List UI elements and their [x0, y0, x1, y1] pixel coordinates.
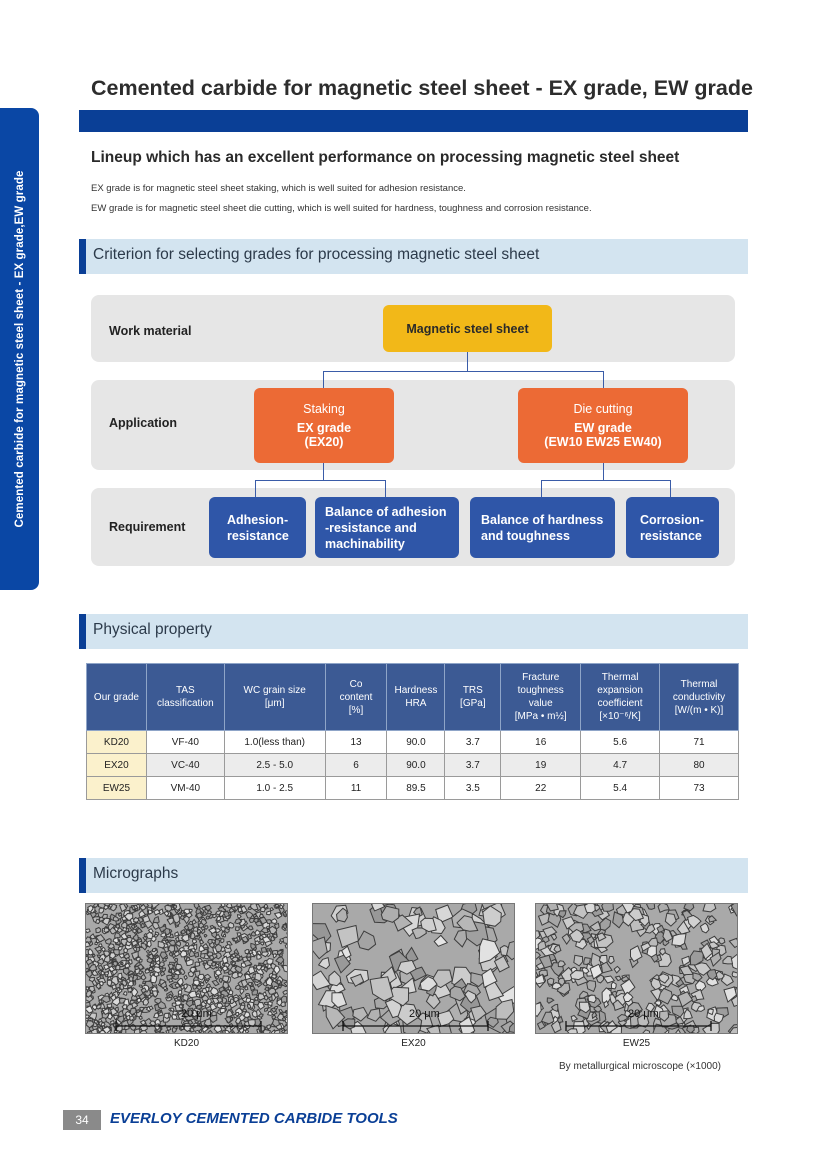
table-cell: VF-40: [146, 731, 224, 754]
side-tab: [0, 108, 39, 590]
connector: [255, 480, 256, 498]
row-label-application: Application: [109, 416, 178, 430]
table-cell: 19: [501, 754, 581, 777]
connector: [467, 352, 468, 372]
die-cutting-title: Die cutting: [573, 402, 633, 416]
page-title: Cemented carbide for magnetic steel sheet - EX grade, EW grade: [91, 76, 753, 100]
header-our-grade: Our grade: [87, 664, 147, 731]
die-cutting-box: [518, 388, 688, 463]
connector: [541, 480, 542, 498]
micrograph-kd20: [85, 903, 288, 1034]
table-cell: VM-40: [146, 777, 224, 800]
table-row: [87, 731, 739, 754]
micrograph-note: By metallurgical microscope (×1000): [559, 1061, 722, 1072]
description-ew: EW grade is for magnetic steel sheet die cutting, which is well suited for hardness, toughness and corrosion resistance.: [91, 203, 592, 214]
requirement-line: -resistance and: [325, 520, 417, 535]
description-ex: EX grade is for magnetic steel sheet staking, which is well suited for adhesion resistance.: [91, 183, 466, 194]
staking-codes: (EX20): [304, 435, 344, 449]
scale-label: 20 μm: [181, 1008, 212, 1020]
table-cell: EX20: [87, 754, 147, 777]
section-criterion: [79, 239, 748, 274]
section-criterion-title: Criterion for selecting grades for processing magnetic steel sheet: [93, 246, 540, 263]
table-cell: 13: [325, 731, 387, 754]
micrograph-caption: EW25: [622, 1038, 651, 1049]
requirement-line: Balance of adhesion: [325, 504, 447, 519]
staking-title: Staking: [303, 402, 345, 416]
micrograph-caption: KD20: [173, 1038, 199, 1049]
row-label-requirement: Requirement: [109, 520, 186, 534]
table-cell: 4.7: [581, 754, 660, 777]
table-cell: 6: [325, 754, 387, 777]
connector: [255, 480, 386, 481]
header-tas: TAS classification: [146, 664, 224, 731]
table-cell: 71: [660, 731, 739, 754]
table-row: [87, 754, 739, 777]
requirement-adhesion: [209, 497, 306, 558]
staking-box: [254, 388, 394, 463]
requirement-line: resistance: [640, 528, 702, 543]
table-header-row: [87, 664, 739, 731]
table-cell: 90.0: [387, 754, 445, 777]
staking-grade: EX grade: [296, 421, 352, 435]
footer-brand: EVERLOY CEMENTED CARBIDE TOOLS: [110, 1110, 398, 1127]
requirement-hardness-toughness: [470, 497, 615, 558]
table-cell: 16: [501, 731, 581, 754]
work-material-label: Magnetic steel sheet: [406, 321, 529, 336]
connector: [603, 463, 604, 481]
section-micrographs: [79, 858, 748, 893]
table-cell: 22: [501, 777, 581, 800]
requirement-adhesion-machinability: [315, 497, 459, 558]
page-number: 34: [63, 1110, 101, 1130]
header-co-content: Co content [%]: [325, 664, 387, 731]
connector: [323, 463, 324, 481]
micrograph-ew25: [535, 903, 738, 1034]
section-physical-title: Physical property: [93, 621, 212, 638]
section-micrographs-title: Micrographs: [93, 865, 179, 882]
header-wc-grain: WC grain size [μm]: [224, 664, 325, 731]
requirement-line: Adhesion-: [227, 512, 289, 527]
die-cutting-codes: (EW10 EW25 EW40): [544, 435, 662, 449]
connector: [603, 371, 604, 388]
table-cell: VC-40: [146, 754, 224, 777]
table-cell: 89.5: [387, 777, 445, 800]
table-cell: 3.7: [445, 731, 501, 754]
row-label-work: Work material: [109, 324, 192, 338]
section-physical: [79, 614, 748, 649]
die-cutting-grade: EW grade: [574, 421, 632, 435]
table-row: [87, 777, 739, 800]
table-cell: 3.7: [445, 754, 501, 777]
table-cell: 1.0(less than): [224, 731, 325, 754]
table-cell: 73: [660, 777, 739, 800]
table-cell: 1.0 - 2.5: [224, 777, 325, 800]
scale-label: 20 μm: [409, 1008, 440, 1020]
requirement-corrosion: [626, 497, 719, 558]
requirement-line: and toughness: [481, 528, 570, 543]
header-thermal-conductivity: Thermal conductivity [W/(m • K)]: [660, 664, 739, 731]
connector: [541, 480, 671, 481]
table-cell: EW25: [87, 777, 147, 800]
table-cell: 90.0: [387, 731, 445, 754]
side-tab-label: Cemented carbide for magnetic steel sheet - EX grade,EW grade: [14, 170, 26, 528]
table-cell: 5.4: [581, 777, 660, 800]
header-thermal-expansion: Thermal expansion coefficient [×10⁻⁶/K]: [581, 664, 660, 731]
table-cell: 11: [325, 777, 387, 800]
requirement-line: Balance of hardness: [481, 512, 604, 527]
connector: [323, 371, 604, 372]
micrograph-caption: EX20: [401, 1038, 426, 1049]
connector: [670, 480, 671, 498]
physical-property-table: [86, 663, 739, 800]
header-fracture-toughness: Fracture toughness value [MPa • m½]: [501, 664, 581, 731]
requirement-line: Corrosion-: [640, 512, 704, 527]
scale-label: 20 μm: [628, 1008, 659, 1020]
title-bar: [79, 110, 748, 132]
connector: [385, 480, 386, 498]
subtitle: Lineup which has an excellent performance on processing magnetic steel sheet: [91, 149, 680, 166]
work-material-box: [383, 305, 552, 352]
micrograph-ex20: [312, 903, 515, 1034]
table-cell: 80: [660, 754, 739, 777]
table-cell: 2.5 - 5.0: [224, 754, 325, 777]
connector: [323, 371, 324, 388]
table-cell: 3.5: [445, 777, 501, 800]
requirement-line: machinability: [325, 536, 405, 551]
table-cell: KD20: [87, 731, 147, 754]
header-trs: TRS [GPa]: [445, 664, 501, 731]
table-cell: 5.6: [581, 731, 660, 754]
header-hardness: Hardness HRA: [387, 664, 445, 731]
requirement-line: resistance: [227, 528, 289, 543]
